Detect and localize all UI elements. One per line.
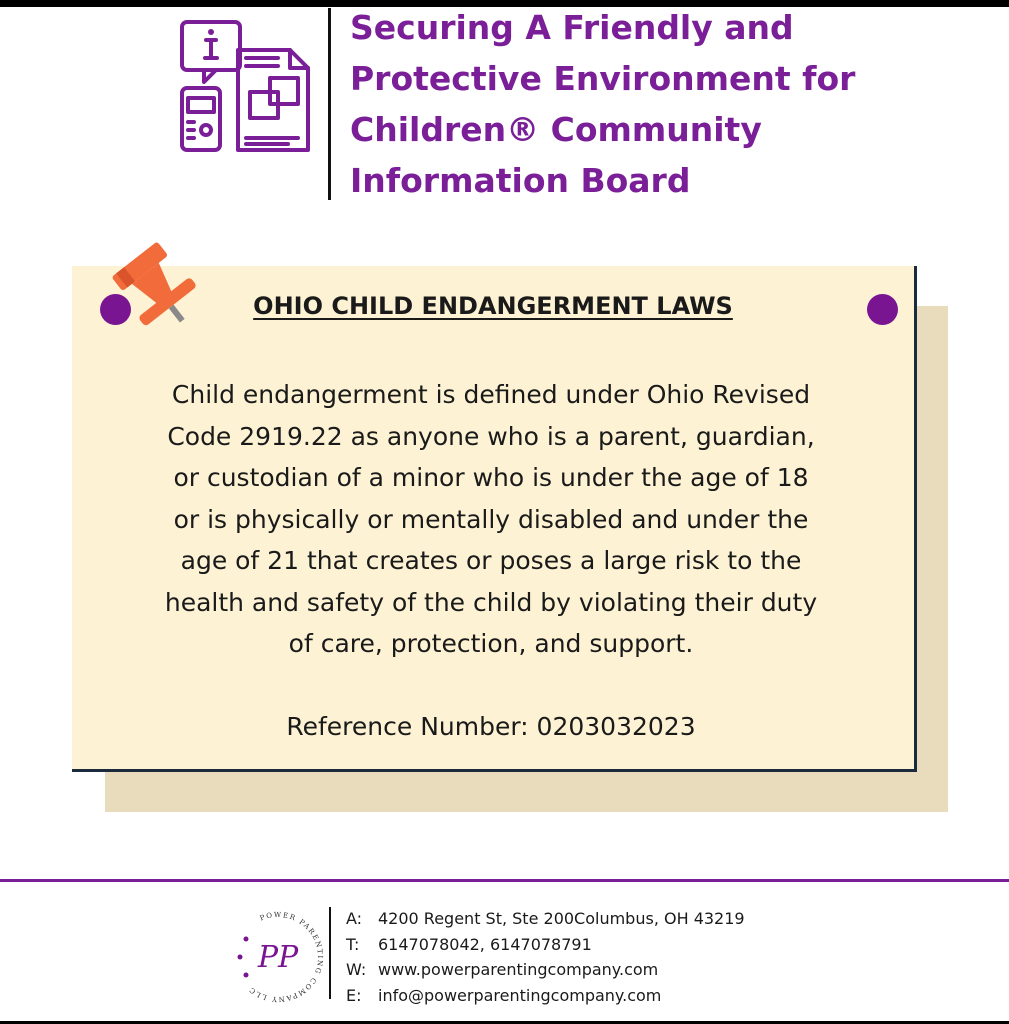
header-divider [328,8,331,200]
company-logo [226,905,330,1009]
contact-website[interactable]: W: www.powerparentingcompany.com [346,960,659,979]
footer-divider [329,907,331,999]
title-line: Securing A Friendly and [350,8,794,47]
body-line: or is physically or mentally disabled and under the [173,504,809,534]
title-line: Children® Community [350,110,762,149]
contact-address: A: 4200 Regent St, Ste 200Columbus, OH 43219 [346,909,745,928]
body-line: age of 21 that creates or poses a large risk to the [180,546,802,575]
body-line: of care, protection, and support. [288,629,694,658]
svg-text:PP: PP [257,940,299,975]
title-line: Information Board [350,161,691,200]
contact-info [346,906,745,1008]
footer-divider-line [0,879,1009,882]
body-line: health and safety of the child by violating their duty [164,587,818,617]
notice-heading: OHIO CHILD ENDANGERMENT LAWS [253,292,733,320]
body-line: Child endangerment is defined under Ohio Revised [171,380,811,409]
svg-text:POWER PARENTING COMPANY LLC: POWER PARENTING COMPANY LLC [246,910,325,1004]
contact-email[interactable]: E: info@powerparentingcompany.com [346,985,662,1005]
title-line: Protective Environment for [350,59,856,98]
notice-body [96,374,886,665]
body-line: or custodian of a minor who is under the age of 18 [173,463,809,492]
reference-number: Reference Number: 0203032023 [286,712,696,741]
body-line: Code 2919.22 as anyone who is a parent, guardian, [167,421,815,451]
contact-phone[interactable]: T: 6147078042, 6147078791 [346,934,592,954]
information-board-icon [178,18,314,154]
page-title [350,2,970,206]
purple-dot-right [867,294,898,325]
